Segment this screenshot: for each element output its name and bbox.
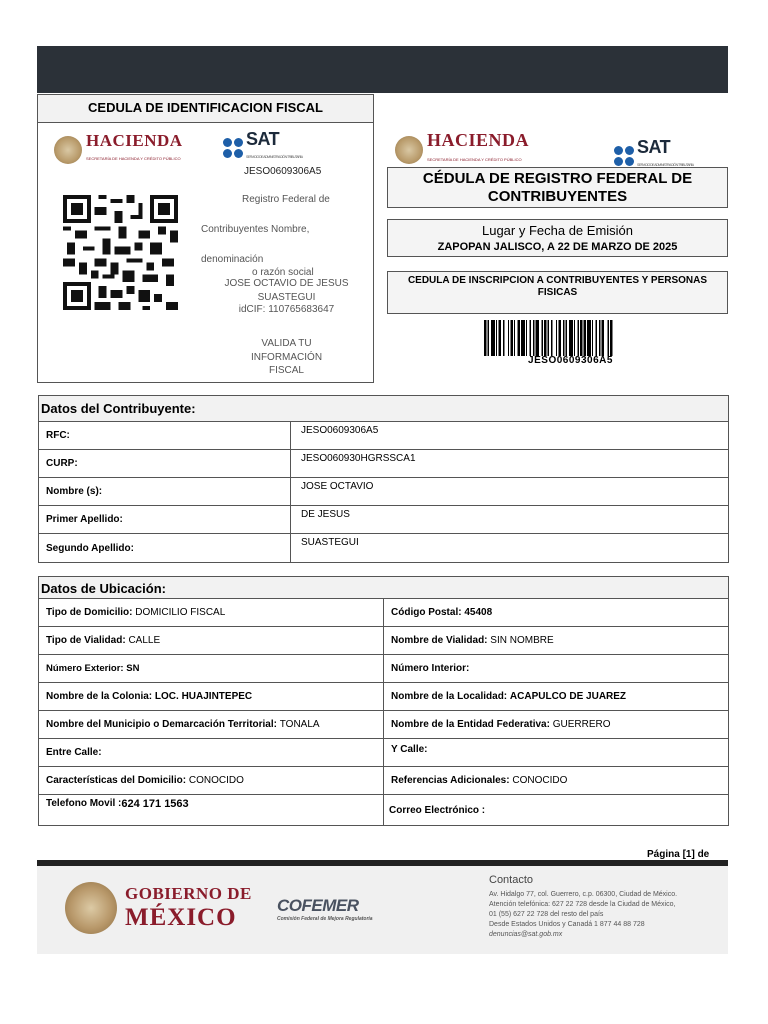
right-cell — [384, 683, 728, 710]
table-row — [39, 450, 728, 478]
table-row — [39, 627, 728, 655]
hacienda-logo-subtitle: SECRETARÍA DE HACIENDA Y CRÉDITO PÚBLICO — [86, 156, 181, 161]
numero-exterior-label: Número Exterior: — [46, 663, 124, 674]
hacienda-logo-text-right: HACIENDA — [427, 130, 530, 150]
location-data-table — [38, 576, 729, 826]
localidad-value: ACAPULCO DE JUAREZ — [509, 691, 627, 702]
nombre-label: Nombre (s): — [39, 478, 291, 505]
valida-line2[interactable]: INFORMACIÓN — [250, 352, 323, 363]
card-name-line2: SUASTEGUI — [257, 292, 316, 303]
municipio-label: Nombre del Municipio o Demarcación Territorial: — [46, 719, 277, 730]
caracteristicas-label: Características del Domicilio: — [46, 775, 187, 786]
left-cell — [39, 795, 384, 825]
entidad-federativa-value: GUERRERO — [552, 719, 611, 730]
hacienda-logo-subtitle-right: SECRETARÍA DE HACIENDA Y CRÉDITO PÚBLICO — [427, 157, 522, 162]
issue-date-box — [387, 219, 728, 257]
document-title-line1: CÉDULA DE REGISTRO FEDERAL DE — [422, 170, 693, 187]
numero-interior-label: Número Interior: — [391, 663, 470, 674]
tipo-domicilio-value: DOMICILIO FISCAL — [135, 607, 226, 618]
right-cell — [384, 795, 728, 825]
segundo-apellido-label: Segundo Apellido: — [39, 534, 291, 562]
left-cell — [39, 767, 384, 794]
card-label-line1: Registro Federal de — [242, 194, 330, 205]
left-cell — [39, 627, 384, 654]
taxpayer-data-title: Datos del Contribuyente: — [39, 396, 728, 422]
colonia-label: Nombre de la Colonia: — [46, 691, 153, 702]
valida-line1[interactable]: VALIDA TU — [261, 338, 312, 349]
cofemer-text: COFEMER — [277, 896, 359, 915]
sat-logo-text: SAT — [246, 129, 280, 149]
card-label-line4: o razón social — [252, 267, 314, 278]
codigo-postal-value: 45408 — [464, 607, 493, 618]
cofemer-subtitle: Comisión Federal de Mejora Regulatoria — [277, 916, 373, 922]
right-cell — [384, 767, 728, 794]
inscription-box — [387, 271, 728, 314]
numero-exterior-value: SN — [126, 663, 140, 674]
hacienda-logo-text: HACIENDA — [86, 131, 183, 150]
gobierno-mexico-logo — [65, 882, 252, 934]
table-row — [39, 683, 728, 711]
table-row — [39, 506, 728, 534]
contact-phone-country: 01 (55) 627 22 728 del resto del país — [489, 911, 604, 918]
valida-line3[interactable]: FISCAL — [268, 365, 304, 376]
contact-address: Av. Hidalgo 77, col. Guerrero, c.p. 06300, Ciudad de México. — [489, 891, 678, 898]
barcode-label: JESO0609306A5 — [528, 355, 613, 366]
nombre-vialidad-value: SIN NOMBRE — [490, 635, 554, 646]
y-calle-label: Y Calle: — [391, 744, 428, 755]
table-row — [39, 534, 728, 562]
nombre-value: JOSE OCTAVIO — [301, 481, 374, 492]
barcode-icon — [484, 320, 657, 356]
tipo-domicilio-label: Tipo de Domicilio: — [46, 607, 133, 618]
card-name-line1: JOSE OCTAVIO DE JESUS — [224, 278, 349, 289]
municipio-value: TONALA — [279, 719, 320, 730]
entidad-federativa-label: Nombre de la Entidad Federativa: — [391, 719, 550, 730]
contact-phone-usa: Desde Estados Unidos y Canadá 1 877 44 88 728 — [489, 921, 645, 928]
document-title-line2: CONTRIBUYENTES — [487, 188, 628, 205]
table-row — [39, 422, 728, 450]
inscription-line2: FISICAS — [537, 287, 578, 298]
segundo-apellido-value: SUASTEGUI — [301, 537, 359, 548]
primer-apellido-label: Primer Apellido: — [39, 506, 291, 533]
contact-phone-cdmx: Atención telefónica: 627 22 728 desde la Ciudad de México, — [489, 901, 676, 908]
curp-value: JESO060930HGRSSCA1 — [301, 453, 416, 464]
table-row — [39, 655, 728, 683]
telefono-value: 624 171 1563 — [121, 798, 189, 810]
left-cell — [39, 599, 384, 626]
referencias-label: Referencias Adicionales: — [391, 775, 510, 786]
left-cell — [39, 739, 384, 766]
hacienda-logo — [54, 132, 183, 168]
page-number: Página [1] de — [647, 849, 710, 860]
issue-date-label: Lugar y Fecha de Emisión — [481, 223, 634, 238]
localidad-label: Nombre de la Localidad: — [391, 691, 508, 702]
qr-code-icon[interactable] — [63, 195, 178, 310]
colonia-value: LOC. HUAJINTEPEC — [154, 691, 253, 702]
sat-dots-icon — [223, 138, 243, 158]
cofemer-logo — [277, 896, 373, 922]
card-rfc: JESO0609306A5 — [244, 166, 322, 177]
sat-logo-text-right: SAT — [637, 137, 671, 157]
tipo-vialidad-value: CALLE — [128, 635, 161, 646]
card-label-line2: Contribuyentes Nombre, — [201, 224, 310, 235]
correo-label: Correo Electrónico : — [389, 804, 486, 816]
national-seal-icon — [54, 136, 82, 164]
codigo-postal-label: Código Postal: — [391, 607, 462, 618]
rfc-label: RFC: — [39, 422, 291, 449]
issue-date-value: ZAPOPAN JALISCO, A 22 DE MARZO DE 2025 — [437, 241, 678, 253]
footer — [37, 866, 728, 954]
hacienda-logo-right — [395, 131, 529, 169]
sat-dots-icon-right — [614, 146, 634, 166]
mexico-seal-icon — [65, 882, 117, 934]
contact-block — [489, 874, 724, 940]
table-row — [39, 478, 728, 506]
location-data-title: Datos de Ubicación: — [39, 577, 728, 599]
table-row — [39, 739, 728, 767]
right-cell — [384, 711, 728, 738]
inscription-line1: CEDULA DE INSCRIPCION A CONTRIBUYENTES Y PERSONAS — [407, 275, 708, 286]
tipo-vialidad-label: Tipo de Vialidad: — [46, 635, 126, 646]
primer-apellido-value: DE JESUS — [301, 509, 350, 520]
caracteristicas-value: CONOCIDO — [188, 775, 244, 786]
sat-logo-subtitle: SERVICIO DE ADMINISTRACIÓN TRIBUTARIA — [246, 155, 303, 159]
document-title-box — [387, 167, 728, 208]
table-row — [39, 711, 728, 739]
curp-label: CURP: — [39, 450, 291, 477]
taxpayer-data-table — [38, 395, 729, 563]
left-cell — [39, 655, 384, 682]
top-bar — [37, 46, 728, 93]
table-row — [39, 767, 728, 795]
telefono-label: Telefono Movil : — [46, 798, 122, 809]
table-row — [39, 795, 728, 825]
rfc-value: JESO0609306A5 — [301, 425, 379, 436]
card-label-line3: denominación — [201, 254, 264, 265]
referencias-value: CONOCIDO — [512, 775, 568, 786]
right-cell — [384, 655, 728, 682]
contact-email[interactable]: denuncias@sat.gob.mx — [489, 931, 563, 938]
table-row — [39, 599, 728, 627]
nombre-vialidad-label: Nombre de Vialidad: — [391, 635, 488, 646]
national-seal-icon-right — [395, 136, 423, 164]
sat-logo-subtitle-right: SERVICIO DE ADMINISTRACIÓN TRIBUTARIA — [637, 163, 694, 167]
card-idcif: idCIF: 110765683647 — [238, 304, 335, 315]
sat-logo — [223, 130, 303, 166]
mexico-text: MÉXICO — [125, 904, 237, 931]
right-cell — [384, 627, 728, 654]
left-cell — [39, 711, 384, 738]
left-cell — [39, 683, 384, 710]
card-title: CEDULA DE IDENTIFICACION FISCAL — [38, 95, 373, 123]
contact-title: Contacto — [489, 874, 534, 886]
entre-calle-label: Entre Calle: — [46, 747, 102, 758]
gobierno-text: GOBIERNO DE — [125, 884, 252, 903]
right-cell — [384, 739, 728, 766]
right-cell — [384, 599, 728, 626]
